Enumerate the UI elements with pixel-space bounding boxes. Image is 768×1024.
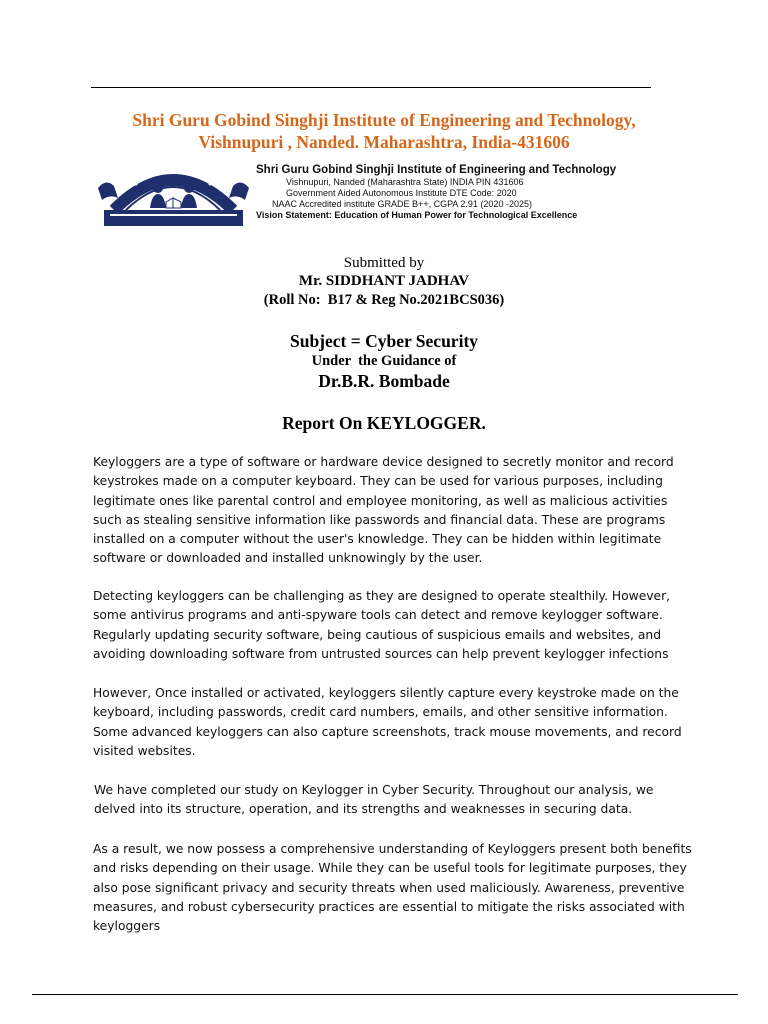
- submitted-by-label: Submitted by: [343, 255, 425, 271]
- letterhead-naac: NAAC Accredited institute GRADE B++, CGPA 2.91 (2020 -2025): [272, 199, 532, 209]
- student-name: Mr. SIDDHANT JADHAV: [298, 273, 470, 289]
- institute-title: [0, 109, 768, 153]
- roll-number: (Roll No: B17 & Reg No.2021BCS036): [263, 292, 505, 308]
- letterhead-banner: [96, 158, 656, 230]
- paragraph-detection: Detecting keyloggers can be challenging as they are designed to operate stealthily. However, some antivirus programs and anti-spyware tools can detect and remove keylogger software. Regularly updating security software, being cautious of suspicious emails and websites, and avoiding downloading software from untrusted sources can help prevent keylogger infections: [93, 589, 671, 661]
- letterhead-address: Vishnupuri, Nanded (Maharashtra State) INDIA PIN 431606: [286, 177, 524, 187]
- guide-name: Dr.B.R. Bombade: [318, 371, 450, 391]
- bottom-divider: [32, 994, 738, 995]
- paragraph-capture: However, Once installed or activated, keyloggers silently capture every keystroke made on the keyboard, including passwords, credit card numbers, emails, and other sensitive information. Some advanced keyloggers can also capture screenshots, track mouse movements, and record visited websites.: [93, 686, 682, 758]
- subject-line: Subject = Cyber Security: [289, 331, 479, 351]
- letterhead-status: Government Aided Autonomous Institute DTE Code: 2020: [286, 188, 517, 198]
- letterhead-text: [256, 163, 676, 221]
- paragraph-study: We have completed our study on Keylogger in Cyber Security. Throughout our analysis, we delved into its structure, operation, and its strengths and weaknesses in securing data.: [94, 783, 654, 817]
- institute-logo-icon: [96, 158, 251, 228]
- top-divider: [91, 87, 651, 88]
- guidance-label: Under the Guidance of: [311, 353, 457, 369]
- report-title: Report On KEYLOGGER.: [282, 413, 486, 433]
- institute-title-line2: Vishnupuri , Nanded. Maharashtra, India-431606: [198, 132, 570, 152]
- letterhead-institute-name: Shri Guru Gobind Singhji Institute of Engineering and Technology: [256, 164, 617, 176]
- letterhead-vision: Vision Statement: Education of Human Power for Technological Excellence: [256, 210, 578, 220]
- institute-title-line1: Shri Guru Gobind Singhji Institute of Engineering and Technology,: [132, 110, 636, 130]
- paragraph-conclusion: As a result, we now possess a comprehensive understanding of Keyloggers present both benefits and risks depending on their usage. While they can be useful tools for legitimate purposes, they also pose significant privacy and security threats when used maliciously. Awareness, preventive measures, and robust cybersecurity practices are essential to mitigate the risks associated with keyloggers: [93, 842, 692, 934]
- paragraph-intro: Keyloggers are a type of software or hardware device designed to secretly monitor and record keystrokes made on a computer keyboard. They can be used for various purposes, including legitimate ones like parental control and employee monitoring, as well as malicious activities such as stealing sensitive information like passwords and financial data. These are programs installed on a computer without the user's knowledge. They can be hidden within legitimate software or downloaded and installed unknowingly by the user.: [93, 455, 674, 566]
